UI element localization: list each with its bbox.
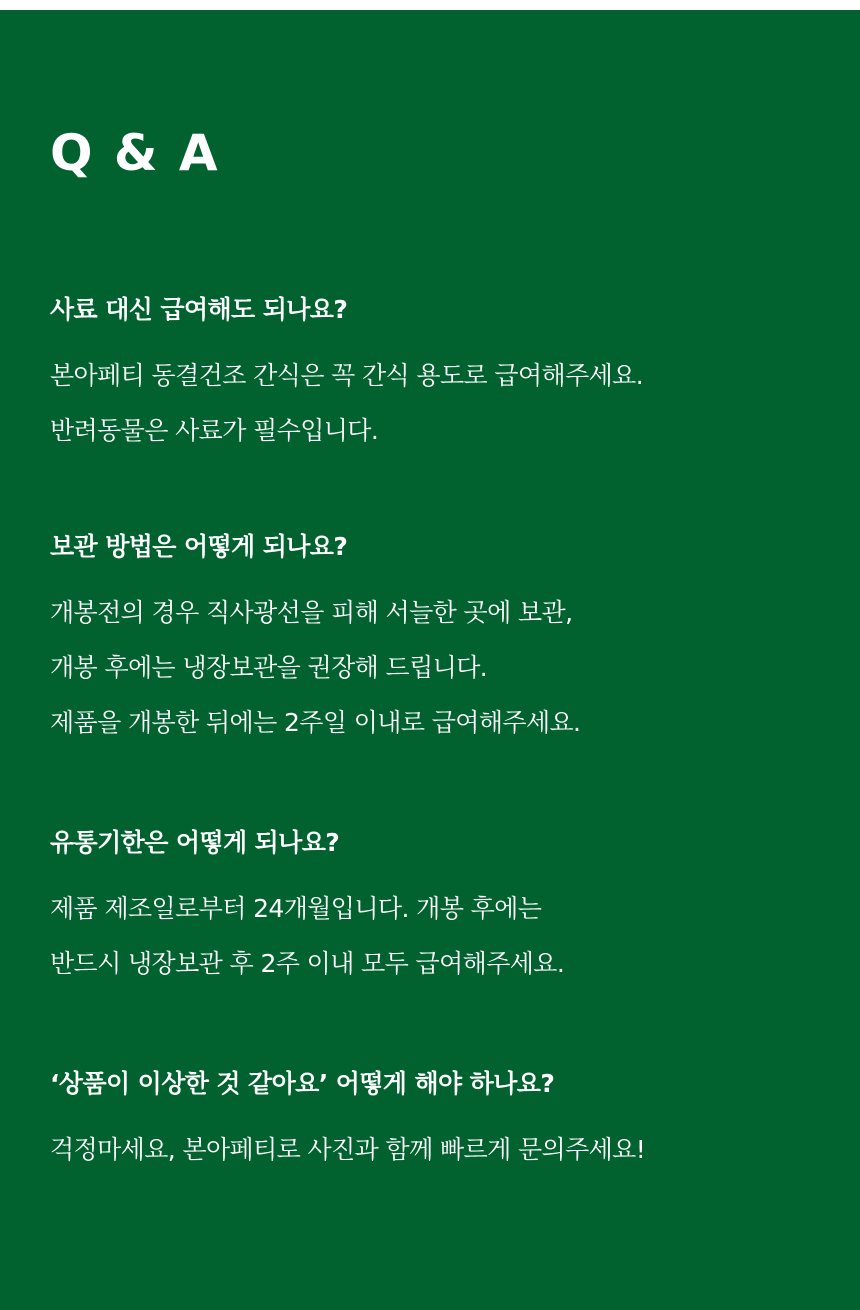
faq-answer-line: 걱정마세요, 본아페티로 사진과 함께 빠르게 문의주세요! (50, 1135, 646, 1164)
faq-answer (50, 348, 840, 458)
faq-answer-line: 본아페티 동결건조 간식은 꼭 간식 용도로 급여해주세요. (50, 361, 644, 390)
faq-answer (50, 585, 840, 750)
faq-answer-line: 반려동물은 사료가 필수입니다. (50, 416, 379, 445)
faq-answer-line: 반드시 냉장보관 후 2주 이내 모두 급여해주세요. (50, 949, 565, 978)
faq-item-product-issue (50, 1064, 840, 1177)
faq-question: 사료 대신 급여해도 되나요? (50, 295, 348, 324)
faq-item-feeding (50, 290, 840, 458)
faq-item-storage (50, 527, 840, 750)
faq-answer (50, 1122, 840, 1177)
faq-answer-line: 개봉전의 경우 직사광선을 피해 서늘한 곳에 보관, (50, 598, 573, 627)
faq-answer-line: 개봉 후에는 냉장보관을 권장해 드립니다. (50, 653, 488, 682)
faq-answer-line: 제품을 개봉한 뒤에는 2주일 이내로 급여해주세요. (50, 708, 581, 737)
faq-question: 유통기한은 어떻게 되나요? (50, 828, 340, 857)
qa-panel (0, 10, 860, 1310)
faq-answer-line: 제품 제조일로부터 24개월입니다. 개봉 후에는 (50, 894, 542, 923)
page-title: Q & A (50, 124, 220, 182)
faq-item-expiration (50, 823, 840, 991)
faq-question: ‘상품이 이상한 것 같아요’ 어떻게 해야 하나요? (50, 1069, 555, 1098)
faq-question: 보관 방법은 어떻게 되나요? (50, 532, 348, 561)
faq-answer (50, 881, 840, 991)
